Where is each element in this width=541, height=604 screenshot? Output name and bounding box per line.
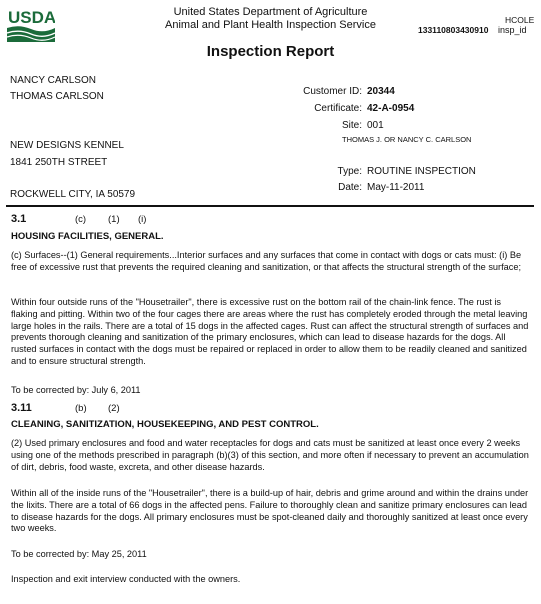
street-address: 1841 250TH STREET xyxy=(10,157,108,168)
finding-text: Within four outside runs of the "Housetrailer", there is excessive rust on the bottom rail of the chain-link fence. The rust is flaking and pitting. Within two of the four cages there are areas where the rust has completely eroded through the metal leaving large holes in the rails. There are a total of 15 dogs in the affected cages. Rust can affect the structural strength of surfaces and prevents thorough cleaning and sanitization of the primary enclosures, which can lead to disease hazards for the dogs. All rusted surfaces in contact with the dogs must be repaired or replaced in order to allow them to be readily cleaned and sanitized and to ensure structural strength. xyxy=(11,297,529,366)
customer-id-label: Customer ID: xyxy=(303,86,362,97)
closing-remark: Inspection and exit interview conducted with the owners. xyxy=(11,574,241,584)
regulation-text: (2) Used primary enclosures and food and water receptacles for dogs and cats must be sanitized at least once every 2 weeks using one of the methods prescribed in paragraph (b)(3) of this section, and more often if necessary to prevent an accumulation of dirt, debris, food waste, excreta, and other disease hazards. xyxy=(11,438,529,472)
header-divider xyxy=(6,205,534,207)
correction-deadline: To be corrected by: July 6, 2011 xyxy=(11,385,141,395)
section-heading: CLEANING, SANITIZATION, HOUSEKEEPING, AND PEST CONTROL. xyxy=(11,419,319,430)
certificate-value: 42-A-0954 xyxy=(367,103,415,114)
agency-name-line2: Animal and Plant Health Inspection Service xyxy=(165,19,376,31)
subsection-ref: (c) xyxy=(75,214,87,225)
site-value: 001 xyxy=(367,120,384,131)
certificate-label: Certificate: xyxy=(314,103,362,114)
subsection-ref: (2) xyxy=(108,403,120,414)
report-id-number: 133110803430910 xyxy=(418,25,489,35)
licensee-name-1: NANCY CARLSON xyxy=(10,75,96,86)
subsection-ref: (b) xyxy=(75,403,87,414)
inspection-date-value: May-11-2011 xyxy=(367,182,425,193)
licensee-name-2: THOMAS CARLSON xyxy=(10,91,104,102)
hcole-label: HCOLE xyxy=(505,15,535,25)
correction-deadline: To be corrected by: May 25, 2011 xyxy=(11,549,147,559)
regulation-text: (c) Surfaces--(1) General requirements...Interior surfaces and any surfaces that come in contact with dogs or cats must: (i) Be free of excessive rust that prevents the required cleaning and sanitization, or that affects the structural strength of the surface; xyxy=(11,250,522,272)
section-number: 3.1 xyxy=(11,213,27,225)
finding-text: Within all of the inside runs of the "Housetrailer", there is a build-up of hair, debris and grime around and within the drains under the lixits. There are a total of 66 dogs in the affected pens. Failure to thoroughly clean and sanitize primary enclosures can lead to disease hazards for the dogs. All primary enclosures must be spot-cleaned daily and thoroughly sanitized at least once every two weeks. xyxy=(11,488,529,534)
subsection-ref: (i) xyxy=(138,214,147,225)
business-name: NEW DESIGNS KENNEL xyxy=(10,140,124,151)
site-label: Site: xyxy=(341,120,362,131)
inspection-type-value: ROUTINE INSPECTION xyxy=(367,166,476,177)
section-heading: HOUSING FACILITIES, GENERAL. xyxy=(11,231,164,242)
city-state-zip: ROCKWELL CITY, IA 50579 xyxy=(10,189,136,200)
insp-id-label: insp_id xyxy=(498,25,527,35)
subsection-ref: (1) xyxy=(108,214,120,225)
agency-name-line1: United States Department of Agriculture xyxy=(173,6,368,18)
inspection-date-label: Date: xyxy=(338,182,362,193)
inspection-type-label: Type: xyxy=(337,166,362,177)
customer-id-value: 20344 xyxy=(367,86,395,97)
page-title: Inspection Report xyxy=(206,43,335,60)
usda-logo-text: USDA xyxy=(8,8,55,27)
section-number: 3.11 xyxy=(11,402,32,414)
site-name: THOMAS J. OR NANCY C. CARLSON xyxy=(342,135,472,144)
